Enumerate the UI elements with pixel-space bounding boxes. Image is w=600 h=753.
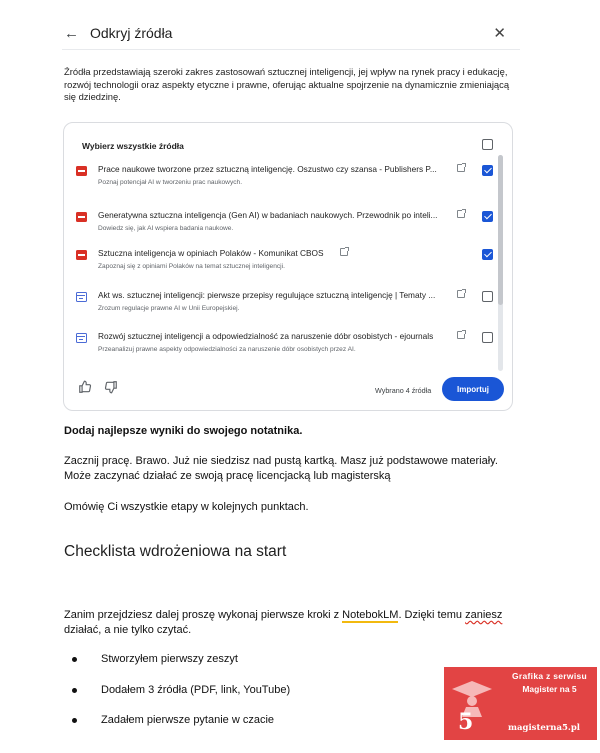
- select-all-label: Wybierz wszystkie źródła: [82, 141, 184, 151]
- source-title[interactable]: Prace naukowe tworzone przez sztuczną inteligencję. Oszustwo czy szansa - Publishers P...: [98, 164, 437, 174]
- source-description: Przeanalizuj prawne aspekty odpowiedzialności za naruszenie dóbr osobistych przez AI.: [98, 346, 356, 353]
- bullet-dot: [72, 657, 77, 662]
- source-description: Poznaj potencjał AI w tworzeniu prac naukowych.: [98, 179, 243, 186]
- watermark-badge: [444, 667, 597, 740]
- source-row[interactable]: [76, 330, 496, 370]
- source-row[interactable]: [76, 289, 496, 329]
- close-icon[interactable]: ✕: [493, 25, 506, 42]
- doc-para1-line2: Może zaczynać działać ze swoją pracę licencjacką lub magisterską: [64, 470, 391, 482]
- checklist-item-label: Stworzyłem pierwszy zeszyt: [101, 653, 238, 665]
- para3-text-a: Zanim przejdziesz dalej proszę wykonaj pierwsze kroki z: [64, 609, 343, 621]
- source-description: Dowiedz się, jak AI wspiera badania naukowe.: [98, 225, 234, 232]
- para3-text-b: . Dzięki temu: [398, 609, 466, 621]
- source-checkbox[interactable]: [482, 291, 493, 302]
- panel-title: Odkryj źródła: [90, 25, 173, 41]
- para3-marked-word: zaniesz: [465, 609, 503, 621]
- panel-header: [64, 18, 520, 48]
- source-checkbox[interactable]: [482, 249, 493, 260]
- notebooklm-link[interactable]: NotebokLM: [342, 609, 399, 621]
- badge-number: 5: [458, 709, 474, 735]
- source-description: Zapoznaj się z opiniami Polaków na temat sztucznej inteligencji.: [98, 263, 285, 270]
- checklist-item-label: Dodałem 3 źródła (PDF, link, YouTube): [101, 684, 291, 696]
- source-checkbox[interactable]: [482, 165, 493, 176]
- scrollbar-thumb[interactable]: [498, 155, 503, 305]
- doc-para3-line2: działać, a nie tylko czytać.: [64, 624, 192, 636]
- checklist-item-label: Zadałem pierwsze pytanie w czacie: [101, 714, 275, 726]
- header-divider: [62, 49, 520, 50]
- source-title[interactable]: Generatywna sztuczna inteligencja (Gen AI) w badaniach naukowych. Przewodnik po inteli...: [98, 210, 438, 220]
- doc-para3-line1: [64, 608, 502, 623]
- external-link-icon[interactable]: [457, 290, 465, 298]
- external-link-icon[interactable]: [457, 164, 465, 172]
- badge-line1: Grafika z serwisu: [511, 671, 588, 681]
- checklist-item: [72, 653, 238, 665]
- external-link-icon[interactable]: [457, 210, 465, 218]
- source-row[interactable]: [76, 163, 496, 203]
- source-row[interactable]: [76, 247, 496, 287]
- sources-card: [63, 122, 513, 411]
- source-title[interactable]: Sztuczna inteligencja w opiniach Polaków - Komunikat CBOS: [98, 248, 324, 258]
- source-title[interactable]: Rozwój sztucznej inteligencji a odpowiedzialność za naruszenie dóbr osobistych - ejournals: [98, 331, 434, 341]
- source-checkbox[interactable]: [482, 211, 493, 222]
- pdf-icon: [76, 212, 87, 222]
- bullet-dot: [72, 688, 77, 693]
- bullet-dot: [72, 718, 77, 723]
- graduation-figure-icon: [448, 677, 500, 717]
- source-title[interactable]: Akt ws. sztucznej inteligencji: pierwsze przepisy regulujące sztuczną inteligencję | Tematy ...: [98, 290, 436, 300]
- web-icon: [76, 292, 87, 302]
- doc-bold-line: Dodaj najlepsze wyniki do swojego notatnika.: [64, 425, 303, 437]
- web-icon: [76, 333, 87, 343]
- back-arrow-icon[interactable]: ←: [64, 24, 79, 42]
- thumbs-down-icon[interactable]: [104, 380, 118, 397]
- import-button[interactable]: Importuj: [442, 377, 504, 401]
- doc-para2: Omówię Ci wszystkie etapy w kolejnych punktach.: [64, 501, 309, 513]
- select-all-checkbox[interactable]: [482, 139, 493, 150]
- thumbs-up-icon[interactable]: [78, 380, 92, 397]
- checklist-item: [72, 684, 290, 696]
- intro-text: Źródła przedstawiają szeroki zakres zastosowań sztucznej inteligencji, jej wpływ na rynek pracy i edukację, rozwój technologii oraz aspekty etyczne i prawne, oferując aktualne spojrzenie na dynamicznie zmieniającą się dziedzinę.: [64, 66, 510, 102]
- scrollbar[interactable]: [498, 155, 503, 371]
- badge-line2: Magister na 5: [522, 684, 577, 694]
- pdf-icon: [76, 166, 87, 176]
- section-heading: Checklista wdrożeniowa na start: [64, 543, 287, 560]
- source-description: Zrozum regulacje prawne AI w Unii Europejskiej.: [98, 305, 240, 312]
- checklist-item: [72, 714, 274, 726]
- external-link-icon[interactable]: [457, 331, 465, 339]
- source-row[interactable]: [76, 209, 496, 249]
- source-checkbox[interactable]: [482, 332, 493, 343]
- badge-url: magisterna5.pl: [508, 723, 581, 733]
- selected-count: Wybrano 4 źródła: [375, 386, 432, 395]
- doc-para1-line1: Zacznij pracę. Brawo. Już nie siedzisz nad pustą kartką. Masz już podstawowe materiały.: [64, 455, 498, 467]
- pdf-icon: [76, 250, 87, 260]
- external-link-icon[interactable]: [340, 248, 348, 256]
